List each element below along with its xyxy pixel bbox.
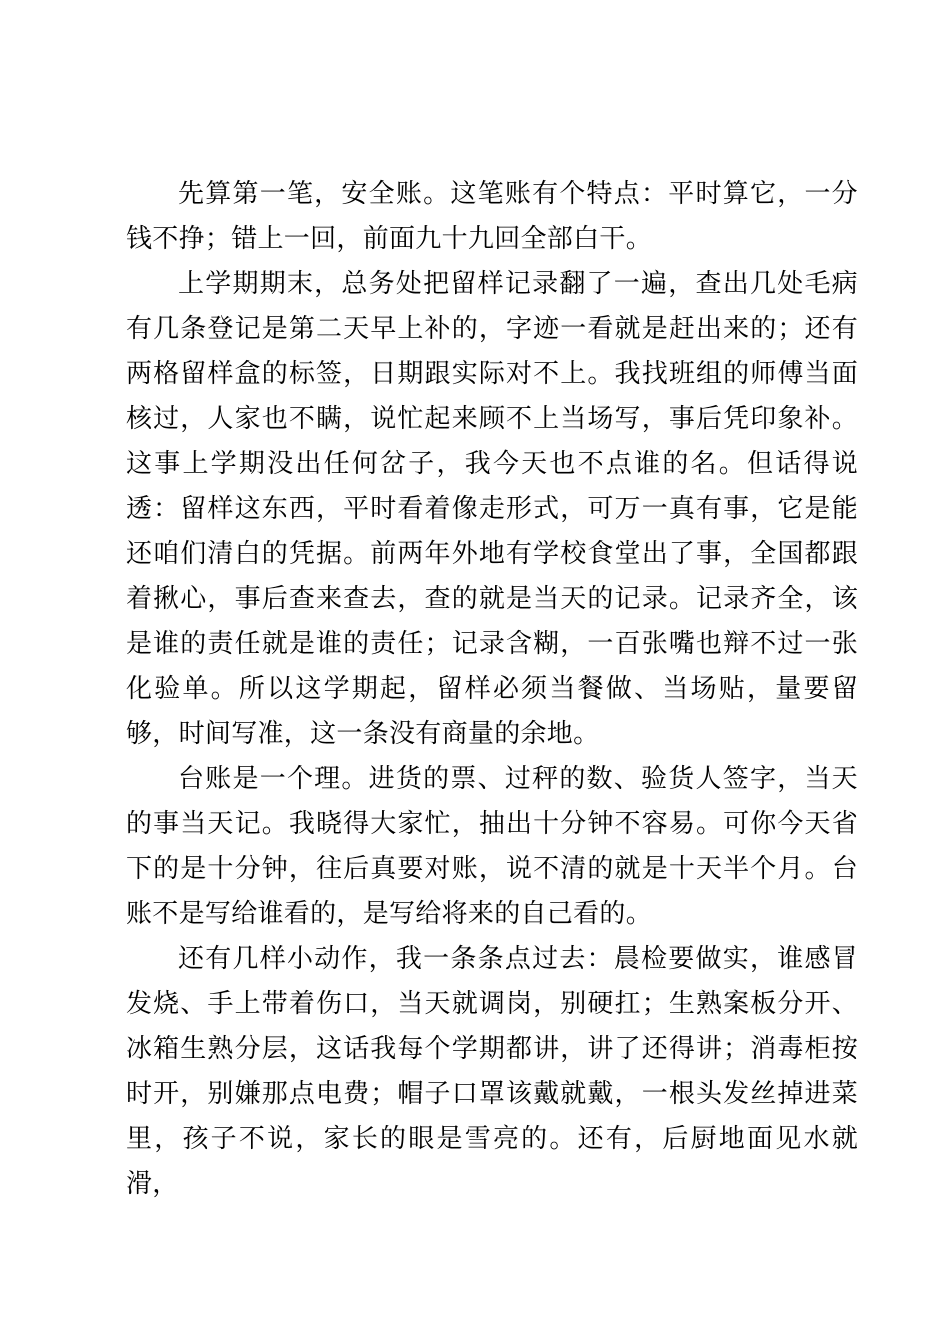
paragraph-safety-account: 先算第一笔，安全账。这笔账有个特点：平时算它，一分钱不挣；错上一回，前面九十九回全部白干。: [126, 179, 858, 254]
paragraph-sample-records: 上学期期末，总务处把留样记录翻了一遍，查出几处毛病有几条登记是第二天早上补的，字迹一看就是赶出来的；还有两格留样盒的标签，日期跟实际对不上。我找班组的师傅当面核过，人家也不瞒，说忙起来顾不上当场写，事后凭印象补。这事上学期没出任何岔子，我今天也不点谁的名。但话得说透：留样这东西，平时看着像走形式，可万一真有事，它是能还咱们清白的凭据。前两年外地有学校食堂出了事，全国都跟着揪心，事后查来查去，查的就是当天的记录。记录齐全，该是谁的责任就是谁的责任；记录含糊，一百张嘴也辩不过一张化验单。所以这学期起，留样必须当餐做、当场贴，量要留够，时间写准，这一条没有商量的余地。: [126, 269, 858, 749]
body-text: [126, 172, 858, 1207]
paragraph-small-actions: 还有几样小动作，我一条条点过去：晨检要做实，谁感冒发烧、手上带着伤口，当天就调岗，别硬扛；生熟案板分开、冰箱生熟分层，这话我每个学期都讲，讲了还得讲；消毒柜按时开，别嫌那点电费；帽子口罩该戴就戴，一根头发丝掉进菜里，孩子不说，家长的眼是雪亮的。还有，后厨地面见水就滑，: [126, 944, 858, 1199]
paragraph-ledger: 台账是一个理。进货的票、过秤的数、验货人签字，当天的事当天记。我晓得大家忙，抽出十分钟不容易。可你今天省下的是十分钟，往后真要对账，说不清的就是十天半个月。台账不是写给谁看的，是写给将来的自己看的。: [126, 764, 858, 929]
